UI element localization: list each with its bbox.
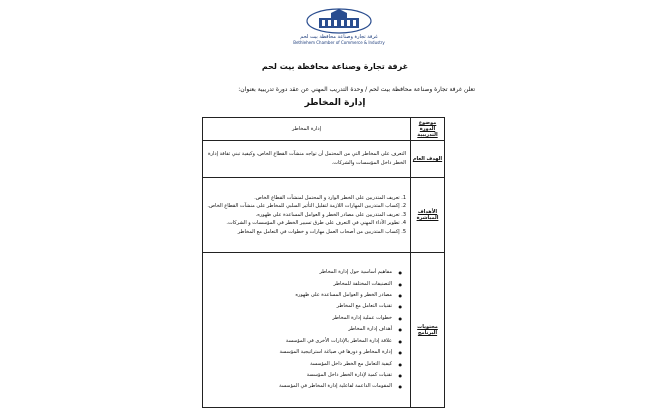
course-title: إدارة المخاطر — [304, 98, 366, 108]
chamber-emblem-icon — [305, 8, 373, 34]
table-row — [203, 178, 445, 253]
row-content: إدارة المخاطر — [203, 118, 411, 141]
list-item: ● مصادر الخطر و العوامل المساعدة على ظهوره — [207, 290, 392, 301]
list-item: 1. تعريف المتدربين على الخطر الوارد و المحتمل لمنشآت القطاع الخاص. — [254, 194, 406, 201]
list-item: 5. إكساب المتدربين من أصحاب العمل مهارات و خطوات في التعامل مع المخاطر — [237, 228, 406, 235]
chamber-logo — [290, 8, 388, 52]
logo-english-name: Bethlehem Chamber of Commerce & Industry — [293, 40, 385, 45]
row-label: محتويات البرنامج — [411, 253, 445, 408]
row-label: الأهداف المباشرة — [411, 178, 445, 253]
list-item: ● مفاهيم أساسية حول إدارة المخاطر — [207, 267, 392, 278]
row-content: التعرف على المخاطر التي من المحتمل أن تواجه منشآت القطاع الخاص، وكيفية تبني ثقافة إدارة الخطر داخل المؤسسات والشركات. — [203, 141, 411, 178]
program-contents-list — [207, 267, 406, 392]
list-item: ● إدارة المخاطر و دورها في صياغة استراتيجية المؤسسة — [207, 347, 392, 358]
list-item: 4. تطوير الأداء المهني في التعرف على طرق تسيير الخطر في المؤسسات و الشركات. — [226, 220, 406, 227]
list-item: ● كيفية التعامل مع الخطر داخل المؤسسة — [207, 359, 392, 370]
row-content — [203, 178, 411, 253]
list-item: ● المقومات الداعمة لفاعلية إدارة المخاطر في المؤسسة — [207, 381, 392, 392]
list-item: ● خطوات عملية إدارة المخاطر — [207, 313, 392, 324]
table-row — [203, 253, 445, 408]
row-label: الهدف العام — [411, 141, 445, 178]
list-item: ● علاقة إدارة المخاطر بالإدارات الأخرى في المؤسسة — [207, 336, 392, 347]
list-item: ● تقنيات كمية لإدارة الخطر داخل المؤسسة — [207, 370, 392, 381]
row-content — [203, 253, 411, 408]
logo-arabic-name: غرفة تجارة وصناعة محافظة بيت لحم — [300, 34, 378, 40]
document-title: غرفة تجارة وصناعة محافظة بيت لحم — [261, 62, 409, 71]
list-item: ● التصنيفات المختلفة للمخاطر — [207, 279, 392, 290]
objectives-list — [207, 194, 406, 237]
table-row — [203, 118, 445, 141]
list-item: ● تقنيات التعامل مع المخاطر — [207, 301, 392, 312]
list-item: 2. إكساب المتدربين المهارات اللازمة لتقليل التأثير السلبي للمخاطر على منشآت القطاع الخاص. — [207, 203, 406, 210]
list-item: ● أهداف إدارة المخاطر — [207, 324, 392, 335]
course-details-table — [202, 117, 445, 408]
table-row — [203, 141, 445, 178]
row-label: موضوع الدورة التدريبية — [411, 118, 445, 141]
list-item: 3. تعريف المتدربين على مصادر الخطر و العوامل المساعدة على ظهوره. — [255, 211, 406, 218]
announcement-intro: تعلن غرفة تجارة وصناعة محافظة بيت لحم / وحدة التدريب المهني عن عقد دورة تدريبية بعنوان: — [238, 86, 475, 93]
